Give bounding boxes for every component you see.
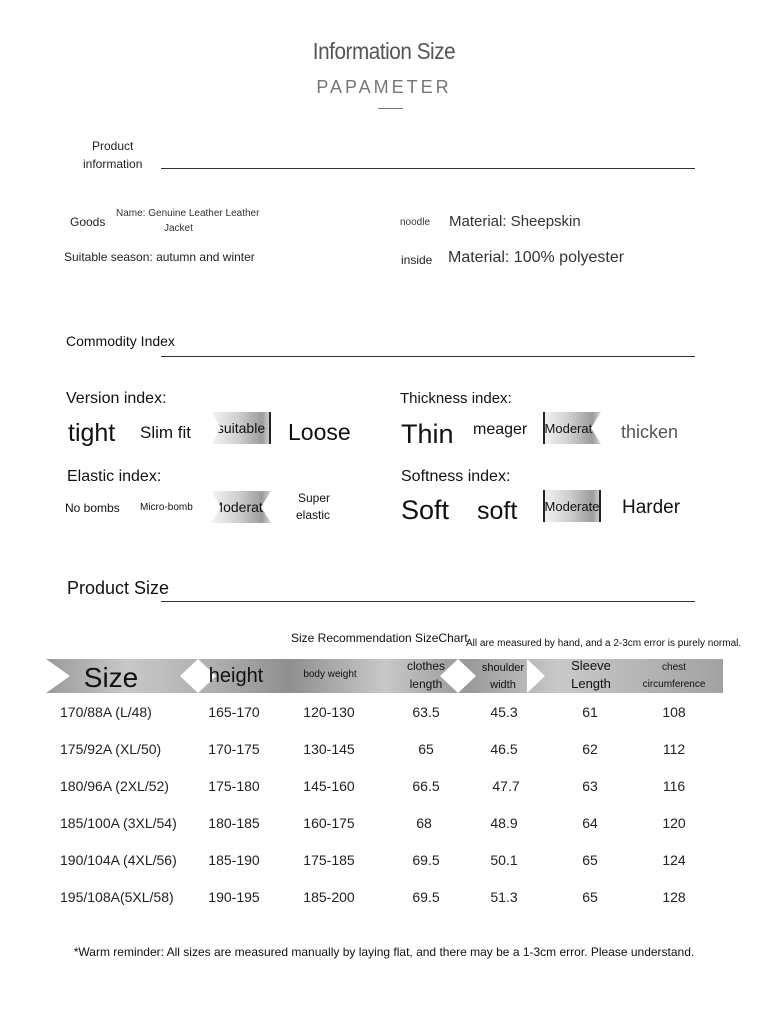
cell-size: 190/104A (4XL/56) (60, 852, 177, 868)
measure-note: All are measured by hand, and a 2-3cm error is purely normal. (466, 638, 742, 649)
col-size: Size (83, 662, 139, 693)
size-table-header (46, 659, 723, 693)
cell-weight: 185-200 (303, 889, 355, 905)
inside-material: Material: 100% polyester (448, 249, 625, 266)
cell-size: 185/100A (3XL/54) (60, 815, 177, 831)
chip-edge (543, 412, 545, 444)
cell-sleeve: 62 (582, 741, 598, 757)
cell-chest: 108 (662, 704, 686, 720)
product-size-divider (161, 601, 695, 602)
thickness-option-thicken: thicken (621, 422, 679, 442)
thickness-option-thin: Thin (401, 419, 454, 449)
title-divider (378, 108, 403, 109)
cell-height: 175-180 (208, 778, 260, 794)
col-shoulder-1: shoulder (481, 662, 525, 674)
chip-edge (269, 412, 271, 444)
cell-height: 185-190 (208, 852, 260, 868)
cell-chest: 116 (662, 778, 686, 794)
col-clothes-length-2: length (409, 677, 443, 691)
softness-index-label: Softness index: (401, 468, 511, 485)
cell-size: 170/88A (L/48) (60, 704, 152, 720)
chip-notch (211, 412, 221, 444)
chip-notch (591, 412, 601, 444)
cell-shoulder: 45.3 (490, 704, 518, 720)
cell-shoulder: 51.3 (490, 889, 518, 905)
col-shoulder-2: width (490, 679, 516, 691)
cell-length: 65 (418, 741, 434, 757)
chip-edge (599, 490, 601, 522)
suitable-season: Suitable season: autumn and winter (64, 250, 255, 264)
product-name-line1: Name: Genuine Leather Leather (116, 208, 260, 219)
col-sleeve-1: Sleeve (571, 658, 611, 673)
softness-option-soft-2: soft (477, 497, 518, 525)
product-info-heading-line1: Product (92, 139, 134, 153)
version-option-suitable: suitable (216, 420, 266, 436)
product-info-heading-line2: information (83, 157, 143, 171)
cell-length: 69.5 (412, 889, 440, 905)
cell-weight: 145-160 (303, 778, 355, 794)
col-height: height (208, 665, 264, 687)
cell-sleeve: 63 (582, 778, 598, 794)
elastic-option-no-bombs: No bombs (65, 501, 120, 515)
version-index-label: Version index: (66, 390, 167, 407)
chip-edge (543, 490, 545, 522)
cell-weight: 120-130 (303, 704, 355, 720)
softness-option-harder: Harder (622, 497, 681, 518)
version-option-slim-fit: Slim fit (140, 423, 191, 442)
cell-height: 190-195 (208, 889, 260, 905)
col-sleeve-2: Length (571, 676, 611, 691)
cell-sleeve: 65 (582, 852, 598, 868)
product-size-heading: Product Size (67, 578, 170, 598)
softness-option-soft: Soft (401, 495, 450, 525)
cell-length: 68 (416, 815, 432, 831)
elastic-option-moderate-selected (211, 491, 271, 523)
chip-notch (261, 491, 271, 523)
commodity-index-heading: Commodity Index (66, 333, 175, 349)
warm-reminder: *Warm reminder: All sizes are measured manually by laying flat, and there may be a 1-3cm error. Please understand. (73, 945, 695, 959)
cell-height: 180-185 (208, 815, 260, 831)
elastic-option-micro-bomb: Micro-bomb (140, 502, 193, 513)
noodle-label: noodle (400, 217, 431, 228)
col-clothes-length-1: clothes (406, 659, 446, 673)
elastic-index-label: Elastic index: (67, 468, 162, 485)
thickness-option-moderate: Moderate (544, 420, 600, 436)
cell-shoulder: 50.1 (490, 852, 518, 868)
cell-length: 66.5 (412, 778, 440, 794)
cell-size: 180/96A (2XL/52) (60, 778, 169, 794)
cell-chest: 128 (662, 889, 686, 905)
cell-weight: 130-145 (303, 741, 355, 757)
cell-length: 69.5 (412, 852, 440, 868)
elastic-option-moderate: Moderate (211, 499, 271, 515)
cell-size: 195/108A(5XL/58) (60, 889, 174, 905)
col-chest-1: chest (662, 662, 686, 673)
thickness-option-meager: meager (473, 421, 528, 438)
cell-weight: 160-175 (303, 815, 355, 831)
softness-option-moderate-selected (543, 490, 601, 522)
inside-label: inside (401, 253, 433, 267)
col-chest-2: circumference (642, 679, 706, 690)
product-info-divider (161, 168, 695, 169)
chip-notch (211, 491, 221, 523)
thickness-option-moderate-selected (543, 412, 601, 444)
cell-height: 165-170 (208, 704, 260, 720)
product-name-line2: Jacket (164, 223, 193, 234)
cell-chest: 120 (662, 815, 686, 831)
cell-shoulder: 46.5 (490, 741, 518, 757)
cell-height: 170-175 (208, 741, 260, 757)
thickness-index-label: Thickness index: (400, 390, 512, 407)
elastic-option-super-line2: elastic (296, 508, 331, 522)
page-title: Information Size (312, 38, 456, 64)
elastic-option-super-line1: Super (298, 491, 331, 505)
version-option-tight: tight (68, 419, 116, 447)
cell-length: 63.5 (412, 704, 440, 720)
cell-sleeve: 65 (582, 889, 598, 905)
cell-shoulder: 47.7 (492, 778, 520, 794)
band-notch (46, 659, 70, 693)
cell-chest: 124 (662, 852, 686, 868)
cell-shoulder: 48.9 (490, 815, 518, 831)
commodity-index-divider (161, 356, 695, 357)
page-subtitle: PAPAMETER (316, 77, 452, 97)
cell-chest: 112 (662, 741, 686, 757)
cell-size: 175/92A (XL/50) (60, 741, 162, 757)
noodle-material: Material: Sheepskin (449, 213, 581, 230)
goods-label: Goods (70, 215, 106, 229)
softness-option-moderate: Moderate (544, 498, 600, 514)
version-option-loose: Loose (288, 419, 351, 445)
cell-weight: 175-185 (303, 852, 355, 868)
size-chart-title: Size Recommendation SizeChart (291, 631, 468, 645)
cell-sleeve: 64 (582, 815, 598, 831)
cell-sleeve: 61 (582, 704, 598, 720)
col-body-weight: body weight (303, 669, 357, 680)
version-option-suitable-selected (211, 412, 271, 444)
